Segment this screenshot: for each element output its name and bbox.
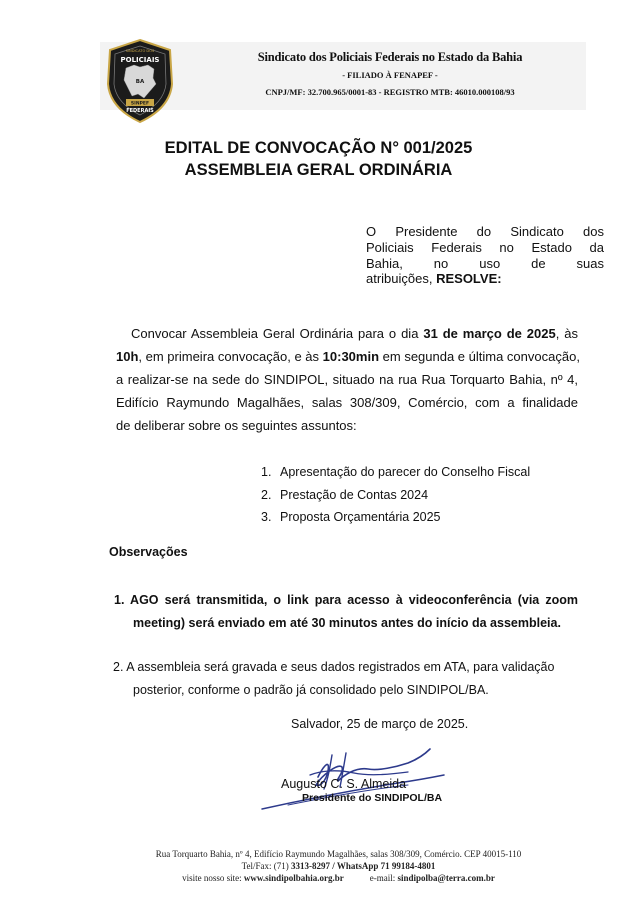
observation-line: 2. A assembleia será gravada e seus dados registrados em ATA, para validação [113,660,555,674]
list-text: Proposta Orçamentária 2025 [280,510,441,524]
list-item [261,484,530,507]
paragraph-line [116,345,578,368]
badge-bottom-text: SINPEF [130,101,150,107]
list-item [261,461,530,484]
badge-top-text: SINDICATO DOS [125,49,155,53]
observation-line: meeting) será enviado em até 30 minutos antes do início da assembleia. [133,615,561,630]
organization-affiliation: - FILIADO À FENAPEF - [342,70,438,80]
document-title: EDITAL DE CONVOCAÇÃO N° 001/2025 [164,139,473,157]
footer-email-label: e-mail: [369,873,398,883]
resolve-prefix: atribuições, [366,271,437,287]
badge-footer-text: FEDERAIS [126,108,154,114]
paragraph-text: Convocar Assembleia Geral Ordinária para o dia [131,326,424,341]
police-badge-icon [104,38,176,124]
list-item [261,506,530,529]
observation-item [113,656,579,701]
footer-contacts [20,873,637,883]
paragraph-text: , às [555,326,578,341]
badge-main-text: POLICIAIS [120,56,160,64]
list-number: 3. [261,510,272,524]
resolve-line: Bahia, no uso de suas [366,255,604,271]
first-call-time: 10h [116,349,139,364]
footer-email-link[interactable]: sindipolba@terra.com.br [397,873,495,883]
resolve-line: O Presidente do Sindicato dos [366,224,604,239]
footer-address: Rua Torquarto Bahia, nº 4, Edifício Raymundo Magalhães, salas 308/309, Comércio. CEP 40015-110 [155,849,522,859]
organization-registration: CNPJ/MF: 32.700.965/0001-83 - REGISTRO MTB: 46010.000108/93 [265,87,515,97]
meeting-date: 31 de março de 2025 [423,326,556,341]
footer-phone [20,861,637,871]
list-text: Apresentação do parecer do Conselho Fiscal [280,465,531,479]
observation-line: posterior, conforme o padrão já consolidado pelo SINDIPOL/BA. [133,682,489,697]
footer-site-link[interactable]: www.sindipolbahia.org.br [243,873,344,883]
paragraph-line: a realizar-se na sede do SINDIPOL, situado na rua Rua Torquarto Bahia, nº 4, [116,372,578,387]
observation-line: 1. AGO será transmitida, o link para acesso à videoconferência (via zoom [114,593,578,607]
resolve-line: Policiais Federais no Estado da [366,239,604,255]
footer-phone-label: Tel/Fax: (71) [241,861,291,871]
place-date: Salvador, 25 de março de 2025. [291,717,469,731]
organization-name: Sindicato dos Policiais Federais no Estado da Bahia [257,50,523,64]
agenda-list [261,461,530,529]
resolve-keyword: RESOLVE: [436,271,502,287]
paragraph-text: , em primeira convocação, e às [138,349,323,364]
document-subtitle: ASSEMBLEIA GERAL ORDINÁRIA [184,161,453,179]
list-number: 1. [261,465,272,479]
observation-item [114,589,578,634]
paragraph-text: em segunda e última convocação, [379,349,580,364]
observations-heading: Observações [109,545,188,559]
resolve-line [366,271,604,287]
paragraph-line: Edifício Raymundo Magalhães, salas 308/309, Comércio, com a finalidade [116,395,578,410]
badge-state-text: BA [135,79,145,85]
convocation-paragraph [116,322,578,437]
signer-role: Presidente do SINDIPOL/BA [302,792,443,804]
list-number: 2. [261,487,272,502]
list-text: Prestação de Contas 2024 [280,487,429,502]
footer-site-label: visite nosso site: [182,873,244,883]
second-call-time: 10:30min [322,349,380,364]
paragraph-line: de deliberar sobre os seguintes assuntos: [116,418,357,433]
signer-name: Augusto C. S. Almeida [281,777,407,791]
paragraph-line [116,322,578,345]
resolve-paragraph [366,224,604,287]
footer-phone-number: 3313-8297 / WhatsApp 71 99184-4801 [291,861,436,871]
